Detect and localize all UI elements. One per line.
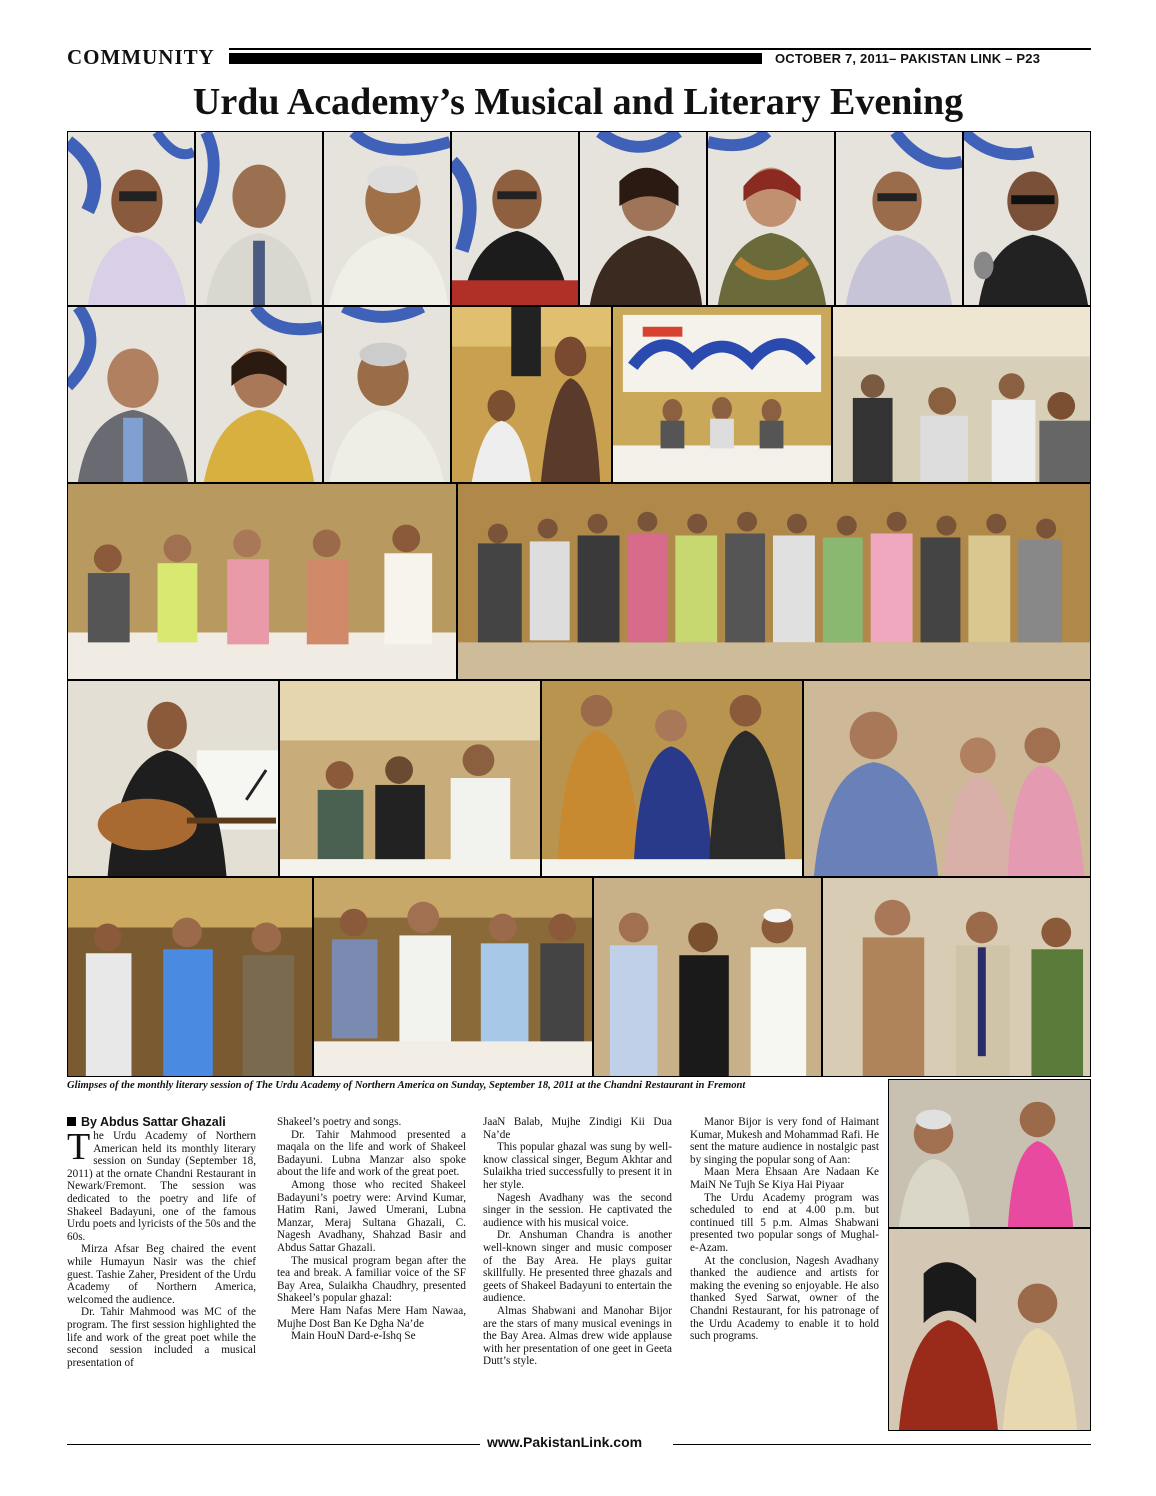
paragraph: Dr. Tahir Mahmood presented a maqala on the life and work of Shakeel Badayuni. Lubna Manzar also spoke about the life and work of the great poet. [277, 1128, 466, 1179]
paragraph: Nagesh Avadhany was the second singer in the session. He captivated the audience with his musical voice. [483, 1191, 672, 1229]
bullet-square-icon [67, 1117, 76, 1126]
photo-speaker-1 [67, 131, 195, 306]
article-column-2 [277, 1116, 466, 1343]
photo-speaker-2 [195, 131, 323, 306]
photo-speaker-6 [707, 131, 835, 306]
photo-caption: Glimpses of the monthly literary session of The Urdu Academy of Northern America on Sunday, September 18, 2011 at the Chandni Restaurant in Fremont [67, 1080, 746, 1091]
footer-url[interactable]: www.PakistanLink.com [487, 1434, 643, 1450]
paragraph: Almas Shabwani and Manohar Bijor are the stars of many musical evenings in the Bay Area. Almas drew wide applause with her presentation of one geet in Geeta Dutt’s style. [483, 1304, 672, 1368]
paragraph: This popular ghazal was sung by well-know classical singer, Begum Akhtar and Sulaikha tried successfully to present it in her style. [483, 1141, 672, 1191]
photo-speaker-5 [579, 131, 707, 306]
header-bar [229, 53, 762, 64]
verse-line: JaaN Balab, Mujhe Zindigi Kii Dua Na’de [483, 1116, 672, 1141]
photo-three-guests [593, 877, 822, 1077]
paragraph-text: he Urdu Academy of Northern American held its monthly literary session on Sunday (September 18, 2011) at the ornate Chandni Restaurant in Newark/Fremont. The session was dedicated to the poetry and life of Shakeel Badayuni, one of the famous Urdu poets and lyricists of the 50s and the 60s. [67, 1130, 256, 1243]
footer-rule-right [673, 1444, 1091, 1445]
photo-guitarist [67, 680, 279, 877]
dateline: OCTOBER 7, 2011– PAKISTAN LINK – P23 [775, 51, 1041, 66]
photo-guests-seated [67, 483, 457, 680]
photo-group [457, 483, 1091, 680]
drop-cap: T [67, 1126, 91, 1168]
paragraph: Mirza Afsar Beg chaired the event while Humayun Nasir was the chief guest. Tashie Zaher, President of the Urdu Academy of Northern America, welcomed the audience. [67, 1243, 256, 1306]
article-column-3 [483, 1116, 672, 1368]
photo-speaker-11 [323, 306, 451, 483]
paragraph: The musical program began after the tea and break. A familiar voice of the SF Bay Area, Sulaikha Chaudhry, presented Shakeel’s popular ghazal: [277, 1254, 466, 1305]
byline-text: By Abdus Sattar Ghazali [81, 1115, 226, 1129]
section-label: COMMUNITY [67, 45, 215, 69]
article-column-4 [690, 1116, 879, 1343]
article-column-1 [67, 1126, 256, 1369]
photo-ladies-seated [541, 680, 803, 877]
photo-elders-standing [822, 877, 1091, 1077]
paragraph: Dr. Tahir Mahmood was MC of the program. The first session highlighted the life and work of the great poet while the second session included a musical presentation of [67, 1306, 256, 1369]
header-rule [229, 48, 1091, 50]
photo-speaker-8 [963, 131, 1091, 306]
photo-speaker-7 [835, 131, 963, 306]
photo-elders-seated [803, 680, 1091, 877]
photo-speaker-9 [67, 306, 195, 483]
paragraph: Among those who recited Shakeel Badayuni’s poetry were: Arvind Kumar, Hatim Rani, Jawed Umerani, Lubna Manzar, Meraj Sultana Ghazali, C. Nagesh Avadhany, Shahzad Basir and Abdus Sattar Ghazali. [277, 1178, 466, 1254]
footer-rule-left [67, 1444, 480, 1445]
paragraph: Manor Bijor is very fond of Haimant Kumar, Mukesh and Mohammad Rafi. He sent the mature audience in nostalgic past by singing the popular song of Aan: [690, 1116, 879, 1166]
photo-side-1 [888, 1079, 1091, 1228]
photo-speaker-4 [451, 131, 579, 306]
byline [67, 1115, 226, 1129]
paragraph: At the conclusion, Nagesh Avadhany thanked the audience and artists for making the evening so enjoyable. He also thanked Syed Sarwat, owner of the Chandni Restaurant, for his patronage of the Urdu Academy to enable it to hold such programs. [690, 1254, 879, 1343]
photo-speaker-3 [323, 131, 451, 306]
photo-audience-men [832, 306, 1091, 483]
headline: Urdu Academy’s Musical and Literary Evening [192, 81, 964, 123]
photo-three-men [67, 877, 313, 1077]
photo-audience-front [279, 680, 541, 877]
paragraph: Dr. Anshuman Chandra is another well-known singer and music composer of the Bay Area. He plays guitar skillfully. He presented three ghazals and geets of Shakeel Badayuni to entertain the audience. [483, 1229, 672, 1305]
paragraph: Shakeel’s poetry and songs. [277, 1116, 402, 1128]
photo-singer-stage [451, 306, 612, 483]
photo-urdu-academy-banner [612, 306, 832, 483]
photo-side-2 [888, 1228, 1091, 1431]
paragraph: The Urdu Academy program was scheduled to end at 4.00 p.m. but continued till 5 p.m. Almas Shabwani presented two popular songs of Mughal-e-Azam. [690, 1191, 879, 1254]
paragraph [67, 1126, 256, 1243]
photo-men-seated [313, 877, 593, 1077]
verse-line: Mere Ham Nafas Mere Ham Nawaa, Mujhe Dost Ban Ke Dgha Na’de [277, 1304, 466, 1330]
verse-line: Main HouN Dard-e-Ishq Se [291, 1330, 416, 1343]
photo-speaker-10 [195, 306, 323, 483]
verse-line: Maan Mera Ehsaan Are Nadaan Ke MaiN Ne Tujh Se Kiya Hai Piyaar [690, 1166, 879, 1191]
